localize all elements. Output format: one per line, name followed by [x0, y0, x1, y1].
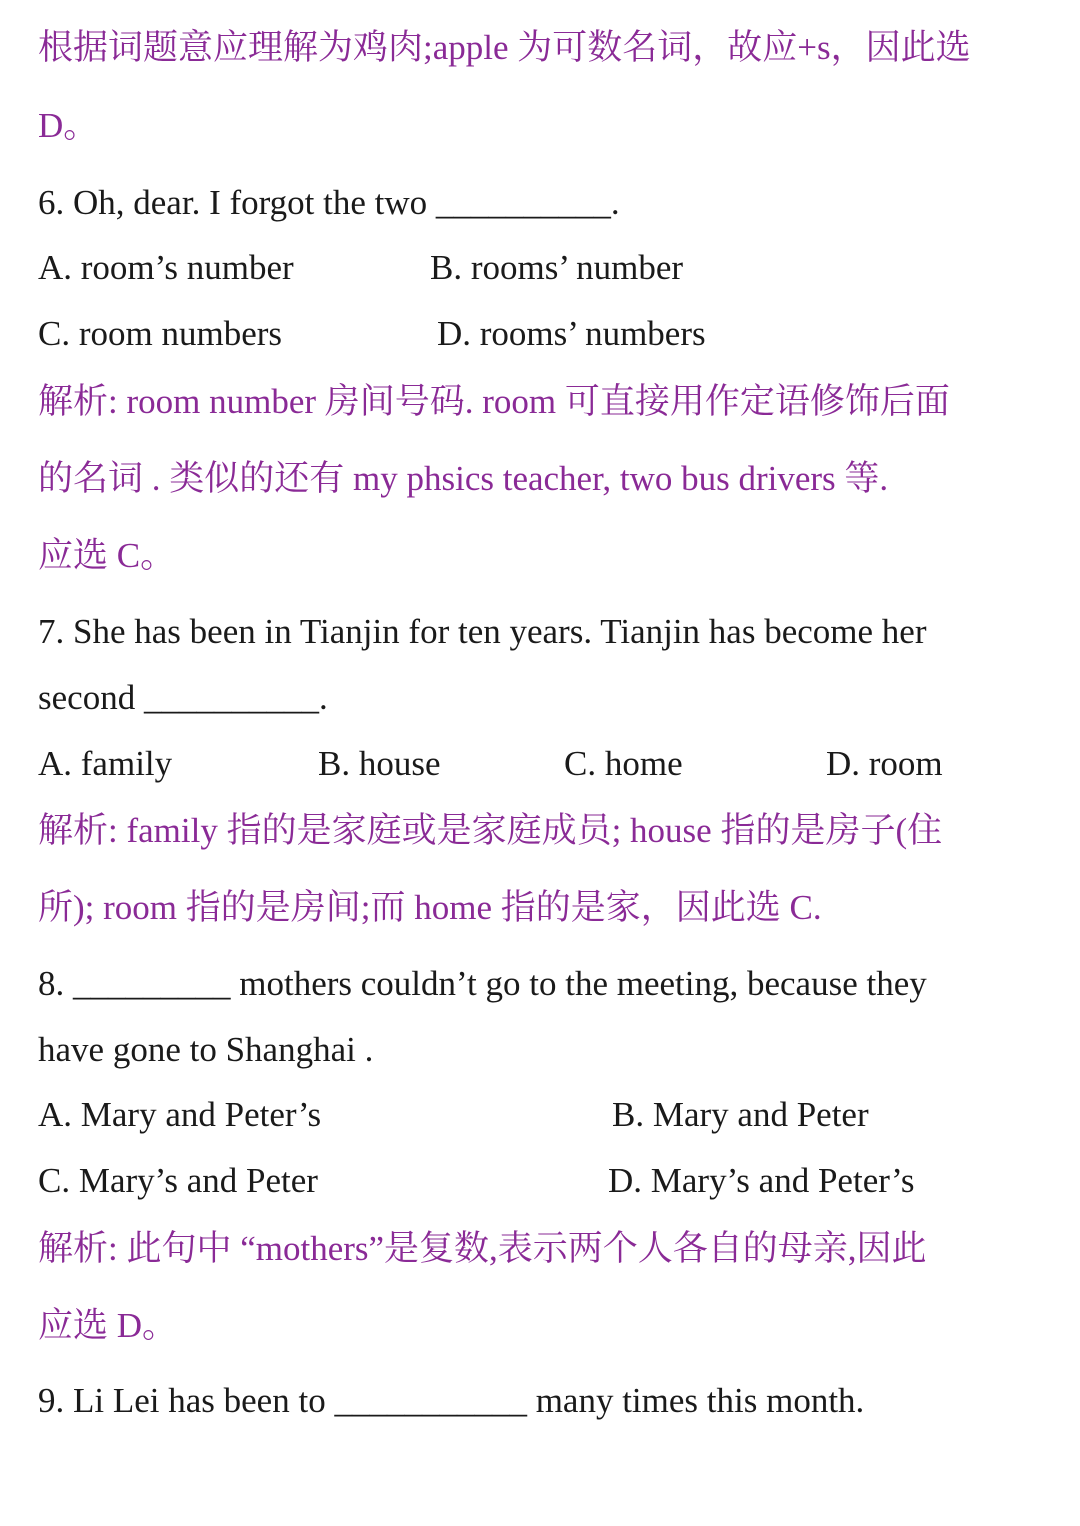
question-8-stem-cont: have gone to Shanghai .	[38, 1030, 374, 1069]
question-7-stem: 7. She has been in Tianjin for ten years. Tianjin has become her	[38, 612, 927, 651]
option-b: B. rooms’ number	[430, 248, 684, 287]
question-6-stem: 6. Oh, dear. I forgot the two __________.	[38, 183, 620, 222]
explanation-line: 解析: room number 房间号码. room 可直接用作定语修饰后面	[38, 382, 950, 421]
explanation-line: 所); room 指的是房间;而 home 指的是家，因此选 C.	[38, 888, 822, 927]
option-d: D. room	[826, 744, 943, 783]
explanation-line: D。	[38, 106, 99, 145]
option-c: C. Mary’s and Peter	[38, 1161, 318, 1200]
option-a: A. room’s number	[38, 248, 294, 287]
explanation-line: 应选 C。	[38, 536, 176, 575]
explanation-line: 解析: family 指的是家庭或是家庭成员; house 指的是房子(住	[38, 811, 943, 850]
option-d: D. Mary’s and Peter’s	[608, 1161, 915, 1200]
explanation-line: 根据词题意应理解为鸡肉;apple 为可数名词，故应+s，因此选	[38, 28, 971, 67]
option-c: C. home	[564, 744, 683, 783]
option-c: C. room numbers	[38, 314, 283, 353]
option-b: B. house	[318, 744, 441, 783]
explanation-line: 的名词 . 类似的还有 my phsics teacher, two bus drivers 等.	[38, 459, 889, 498]
option-a: A. family	[38, 744, 173, 783]
question-8-stem: 8. _________ mothers couldn’t go to the meeting, because they	[38, 964, 927, 1003]
option-b: B. Mary and Peter	[612, 1095, 869, 1134]
explanation-line: 解析: 此句中 “mothers”是复数,表示两个人各自的母亲,因此	[38, 1229, 927, 1268]
option-a: A. Mary and Peter’s	[38, 1095, 322, 1134]
option-d: D. rooms’ numbers	[437, 314, 706, 353]
question-7-stem-cont: second __________.	[38, 678, 328, 717]
explanation-line: 应选 D。	[38, 1306, 178, 1345]
question-9-stem: 9. Li Lei has been to ___________ many times this month.	[38, 1381, 865, 1420]
